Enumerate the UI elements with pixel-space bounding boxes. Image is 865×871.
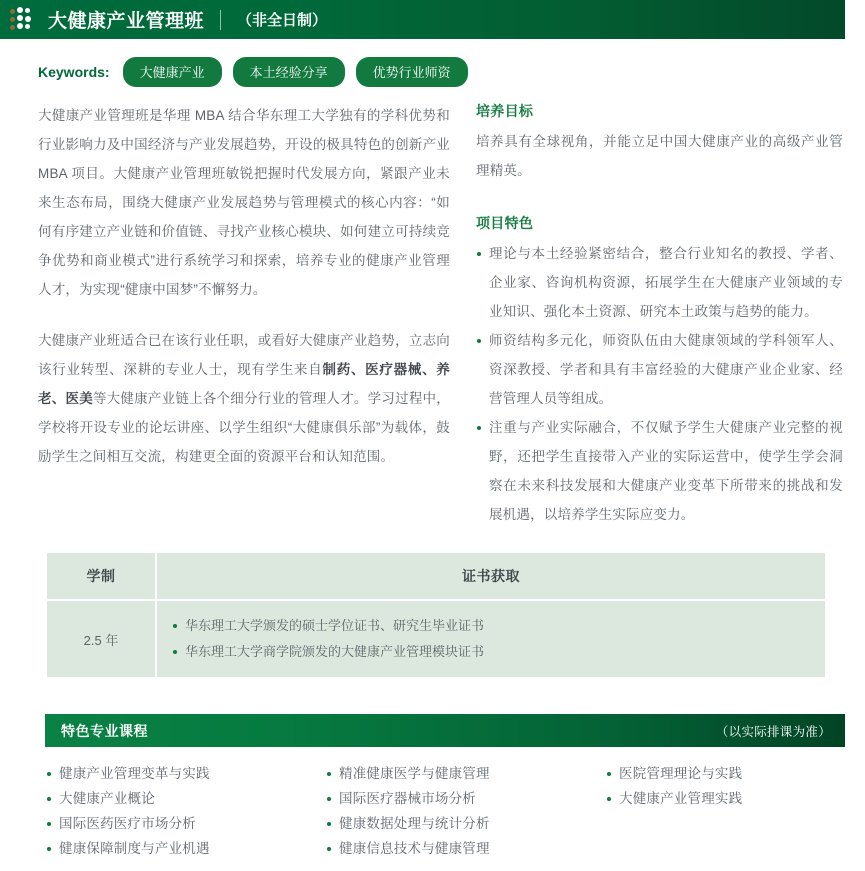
courses-column-1	[45, 761, 325, 861]
certificate-item: 华东理工大学商学院颁发的大健康产业管理模块证书	[167, 639, 825, 665]
content-columns	[0, 101, 865, 529]
feature-item: 师资结构多元化，师资队伍由大健康领域的学科领军人、资深教授、学者和具有丰富经验的大健康产业企业家、经营管理人员等组成。	[476, 326, 843, 413]
intro-p2-highlight: 制药、医疗器械、养老、医美	[38, 362, 450, 406]
intro-p2-part1: 大健康产业班适合已在该行业任职，或看好大健康产业趋势，立志向该行业转型、深耕的专业人士，现有学生来自	[38, 333, 450, 377]
table-header-row	[46, 552, 826, 600]
highlights-column	[476, 101, 843, 529]
keyword-tag[interactable]: 优势行业师资	[356, 57, 468, 87]
course-item: 大健康产业管理实践	[605, 786, 845, 811]
goal-heading: 培养目标	[476, 103, 534, 119]
feature-item: 理论与本土经验紧密结合，整合行业知名的教授、学者、企业家、咨询机构资源，拓展学生在大健康产业领域的专业知识、强化本土资源、研究本土政策与趋势的能力。	[476, 239, 843, 326]
cell-certificates	[156, 600, 826, 678]
courses-column-3	[605, 761, 845, 861]
intro-paragraph-2	[38, 326, 450, 471]
dots-cluster-icon	[10, 6, 40, 34]
course-item: 健康保障制度与产业机遇	[45, 836, 325, 861]
certificate-item: 华东理工大学颁发的硕士学位证书、研究生毕业证书	[167, 613, 825, 639]
intro-p2-part2: 等大健康产业链上各个细分行业的管理人才。学习过程中，学校将开设专业的论坛讲座、以学生组织“大健康俱乐部”为载体，鼓励学生之间相互交流，构建更全面的资源平台和认知范围。	[38, 391, 450, 464]
header-divider	[220, 10, 221, 30]
intro-paragraph-1: 大健康产业管理班是华理 MBA 结合华东理工大学独有的学科优势和行业影响力及中国经济与产业发展趋势，开设的极具特色的创新产业 MBA 项目。大健康产业管理班敏锐把握时代发展方向，紧跟产业未来生态布局，围绕大健康产业发展趋势与管理模式的核心内容：“如何有序建立产业链和价值链、寻找产业核心模块、如何建立可持续竞争优势和商业模式”进行系统学习和探索，培养专业的健康产业管理人才，为实现“健康中国梦”不懈努力。	[38, 108, 450, 297]
keywords-label: Keywords:	[38, 64, 110, 80]
intro-column	[38, 101, 450, 529]
program-info-table-wrap	[45, 551, 827, 679]
page-subtitle: （非全日制）	[237, 12, 328, 29]
course-item: 健康数据处理与统计分析	[325, 811, 605, 836]
courses-heading: 特色专业课程	[61, 722, 148, 739]
courses-grid	[45, 761, 845, 861]
page-title: 大健康产业管理班	[48, 11, 205, 32]
course-item: 国际医药医疗市场分析	[45, 811, 325, 836]
column-header-certificate: 证书获取	[156, 552, 826, 600]
program-info-table	[45, 551, 827, 679]
courses-column-2	[325, 761, 605, 861]
feature-item: 注重与产业实际融合，不仅赋予学生大健康产业完整的视野，还把学生直接带入产业的实际运营中，使学生学会洞察在未来科技发展和大健康产业变革下所带来的挑战和发展机遇，以培养学生实际应变力。	[476, 413, 843, 529]
course-list	[45, 761, 325, 861]
course-list	[605, 761, 845, 811]
keywords-row	[38, 57, 865, 87]
page-header	[0, 0, 845, 39]
courses-note: （以实际排课为准）	[715, 724, 831, 739]
course-item: 大健康产业概论	[45, 786, 325, 811]
cell-duration-value: 2.5 年	[46, 600, 156, 678]
features-heading: 项目特色	[476, 215, 534, 231]
keyword-tag[interactable]: 本土经验分享	[233, 57, 345, 87]
goal-text: 培养具有全球视角，并能立足中国大健康产业的高级产业管理精英。	[476, 134, 843, 178]
course-list	[325, 761, 605, 861]
course-item: 健康信息技术与健康管理	[325, 836, 605, 861]
course-item: 精准健康医学与健康管理	[325, 761, 605, 786]
features-list	[476, 239, 843, 529]
certificate-list	[167, 613, 825, 665]
course-item: 国际医疗器械市场分析	[325, 786, 605, 811]
courses-section-header	[45, 714, 845, 747]
column-header-duration: 学制	[46, 552, 156, 600]
course-item: 医院管理理论与实践	[605, 761, 845, 786]
table-row	[46, 600, 826, 678]
keyword-tag[interactable]: 大健康产业	[123, 57, 222, 87]
course-item: 健康产业管理变革与实践	[45, 761, 325, 786]
